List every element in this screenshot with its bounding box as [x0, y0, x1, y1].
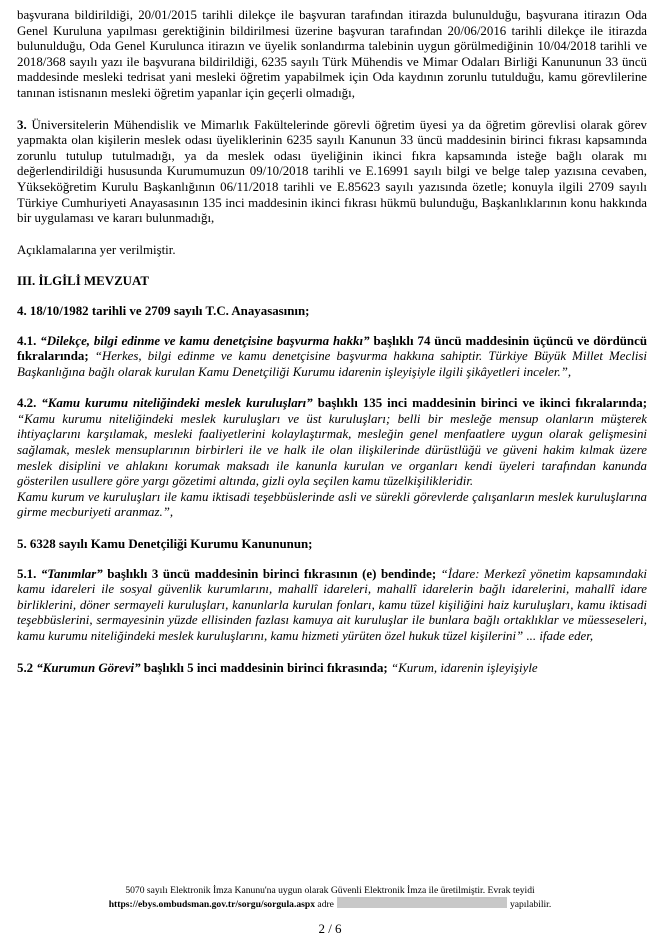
footer-text-end: yapılabilir.	[509, 899, 552, 910]
clause-lead: başlıklı 5 inci maddesinin birinci fıkrasında;	[140, 660, 391, 675]
paragraph-number: 3.	[17, 117, 27, 132]
clause-title: “Kamu kurumu niteliğindeki meslek kuruluşları”	[41, 396, 313, 411]
page-footer	[0, 885, 660, 910]
paragraph-3	[17, 118, 647, 227]
paragraph-text: Üniversitelerin Mühendislik ve Mimarlık Fakültelerinde görevli öğretim üyesi ya da öğretim görevlisi olarak görev yapmakta olan kişilerin meslek odası üyeliklerinin 6235 sayılı Kanunun 33 üncü maddesinin birinci fıkrası kapsamında zorunlu tutulup tutulmadığı, ya da meslek odası üyeliğinin ikinci fıkra kapsamında isteğe bağlı olarak mı değerlendirildiği hususunda Kurumumuzun 09/10/2018 tarihli ve E.16991 sayılı bilgi ve belge talep yazısına cevaben, Yükseköğretim Kurulu Başkanlığının 06/11/2018 tarihli ve E.85623 sayılı yazısında özetle; konuyla ilgili 2709 sayılı Türkiye Cumhuriyeti Anayasasının 135 inci maddesinin ikinci fıkrası hükmü bulunduğu, Başkanlıklarının konu hakkında bir uygulaması ve kararı bulunmadığı,	[17, 117, 647, 226]
section-5-heading: 5. 6328 sayılı Kamu Denetçiliği Kurumu Kanununun;	[17, 537, 313, 552]
clause-lead: başlıklı 3 üncü maddesinin birinci fıkrasının (e) bendinde;	[102, 566, 441, 581]
clause-4-2-continued: Kamu kurum ve kuruluşları ile kamu iktisadi teşebbüslerinde asli ve sürekli görevlerde çalışanların meslek kuruluşlarına girme mecburiyeti aranmaz.”,	[17, 489, 647, 520]
clause-4-1	[17, 334, 647, 381]
clause-tail: ... ifade eder,	[523, 629, 594, 643]
redacted-code	[337, 897, 507, 908]
clause-lead: başlıklı 74 üncü maddesinin üçüncü ve dördüncü fıkralarında;	[17, 333, 647, 364]
document-body	[17, 8, 647, 676]
footer-verification-line	[0, 897, 660, 910]
verification-link[interactable]: https://ebys.ombudsman.gov.tr/sorgu/sorgula.aspx	[108, 899, 316, 910]
clause-number: 5.2	[17, 660, 37, 675]
footer-signature-note: 5070 sayılı Elektronik İmza Kanunu'na uygun olarak Güvenli Elektronik İmza ile üretilmiştir. Evrak teyidi	[125, 885, 535, 896]
clause-quote: “İdare: Merkezî yönetim kapsamındaki kamu idareleri ile sosyal güvenlik kurumlarını, mahallî idareleri, mahallî idarelerin bağlı idarelerini, mahallî idare birliklerini, döner sermayeli kuruluşları, kanunlarla kurulan fonları, kamu tüzel kişiliğini haiz kuruluşları, kamu iktisadi teşebbüslerini, sermayesinin yüzde ellisinden fazlası kamuya ait kuruluşlar ile bunlara bağlı ortaklıklar ve müesseseleri, kamu kurumu niteliğindeki meslek kuruluşlarını, kamu hizmeti yürüten özel hukuk tüzel kişilerini”	[17, 566, 647, 643]
clause-number: 4.1.	[17, 333, 41, 348]
clause-lead: başlıklı 135 inci maddesinin birinci ve ikinci fıkralarında;	[312, 396, 648, 411]
clause-title: “Tanımlar”	[40, 566, 103, 581]
clause-quote: “Kurum, idarenin işleyişiyle	[390, 660, 538, 675]
clause-title: “Kurumun Görevi”	[36, 660, 141, 675]
section-4-heading: 4. 18/10/1982 tarihli ve 2709 sayılı T.C. Anayasasının;	[17, 303, 310, 318]
section-heading: III. İLGİLİ MEVZUAT	[17, 274, 149, 289]
clause-number: 4.2.	[17, 396, 42, 411]
clause-5-2	[17, 661, 647, 677]
clause-5-1	[17, 567, 647, 645]
clause-quote: “Kamu kurumu niteliğindeki meslek kuruluşları ve üst kuruluşları; belli bir mesleğe mensup olanların müşterek ihtiyaçlarını karşılamak, mesleki faaliyetlerini kolaylaştırmak, mesleğin genel menfaatlere uygun olarak gelişmesini sağlamak, meslek mensuplarının birbirleri ile ve halk ile olan ilişkilerinde dürüstlüğü ve güveni hakim kılmak üzere meslek disiplini ve ahlakını korumak maksadı ile kanunla kurulan ve organları kendi üyeleri tarafından kanunda gösterilen usullere göre yargı gözetimi altında, gizli oyla seçilen kamu tüzelkişilikleridir.	[17, 411, 647, 489]
clause-number: 5.1.	[17, 566, 41, 581]
clause-4-2	[17, 396, 647, 490]
paragraph-closing: Açıklamalarına yer verilmiştir.	[17, 242, 176, 257]
paragraph-intro: başvurana bildirildiği, 20/01/2015 tarihli dilekçe ile başvuran tarafından itirazda bulunulduğu, başvurana itirazın Oda Genel Kuruluna yapılması gerektiğinin bildirilmesi üzerine başvuran tarafından 20/06/2016 tarihli dilekçe ile itirazda bulunulduğu, Oda Genel Kurulunca itirazın ve üyelik sonlandırma talebinin uygun görülmediğinin 10/04/2018 tarihli ve 2018/368 sayılı yazı ile başvurana bildirildiği, 6235 sayılı Türk Mühendis ve Mimar Odaları Birliği Kanununun 33 üncü maddesinde mesleki tedrisat yani mesleki öğretim yapabilmek için Oda kaydının zorunlu tutulduğu, kamu görevlilerine tanınan istisnanın mesleki öğretim yapanlar için geçerli olmadığı,	[17, 8, 647, 100]
page-number: 2 / 6	[318, 921, 342, 936]
footer-text: adre	[315, 899, 334, 910]
clause-quote: “Herkes, bilgi edinme ve kamu denetçisine başvurma hakkına sahiptir. Türkiye Büyük Millet Meclisi Başkanlığına bağlı olarak kurulan Kamu Denetçiliği Kurumu idarenin işleyişiyle ilgili şikâyetleri inceler.”,	[17, 349, 647, 379]
clause-title: “Dilekçe, bilgi edinme ve kamu denetçisine başvurma hakkı”	[40, 333, 370, 348]
